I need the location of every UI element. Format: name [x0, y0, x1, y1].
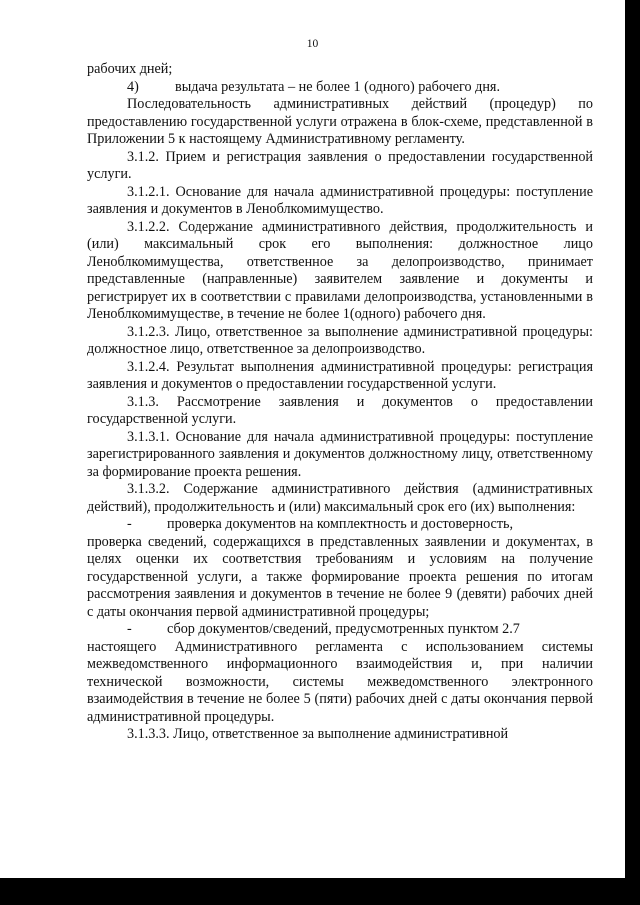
paragraph: Последовательность административных действий (процедур) по предоставлению государственной услуги отражена в блок-схеме, представленной в Приложении 5 к настоящему Административному регламенту.	[87, 96, 593, 147]
item-text: сбор документов/сведений, предусмотренных пунктом 2.7	[167, 621, 520, 637]
item-marker: 4)	[127, 78, 139, 95]
numbered-item	[87, 79, 593, 97]
section-heading: 3.1.3. Рассмотрение заявления и документов о предоставлении государственной услуги.	[87, 393, 593, 427]
paragraph: рабочих дней;	[87, 61, 173, 77]
paragraph: 3.1.3.2. Содержание административного действия (административных действий), продолжительность и (или) максимальный срок его (их) выполнения:	[87, 481, 593, 515]
dash-marker: -	[127, 621, 132, 637]
dash-list-item	[87, 516, 593, 621]
paragraph: 3.1.3.1. Основание для начала административной процедуры: поступление зарегистрированного заявления и документов должностному лицу, ответственному за формирование проекта решения.	[87, 428, 593, 480]
section-heading: 3.1.2. Прием и регистрация заявления о предоставлении государственной услуги.	[87, 148, 593, 182]
paragraph: 3.1.2.1. Основание для начала административной процедуры: поступление заявления и документов в Леноблкомимущество.	[87, 183, 593, 217]
page-number: 10	[306, 38, 319, 50]
dash-marker: -	[127, 516, 132, 532]
dash-list-item	[87, 621, 593, 726]
paragraph: 3.1.3.3. Лицо, ответственное за выполнение административной	[127, 726, 509, 742]
paragraph: 3.1.2.3. Лицо, ответственное за выполнение административной процедуры: должностное лицо, ответственное за делопроизводство.	[87, 323, 593, 357]
paragraph: 3.1.2.2. Содержание административного действия, продолжительность и (или) максимальный срок его выполнения: должностное лицо Леноблкомимущества, ответственное за делопроизводство, принимает представленные (направленные) заявителем заявление и документы и регистрирует их в соответствии с правилами делопроизводства, установленными в Леноблкомимуществе, в течение не более 1(одного) рабочего дня.	[87, 218, 593, 322]
document-body	[87, 61, 593, 744]
paragraph: 3.1.2.4. Результат выполнения административной процедуры: регистрация заявления и документов о предоставлении государственной услуги.	[87, 358, 593, 392]
item-text: выдача результата – не более 1 (одного) рабочего дня.	[175, 78, 500, 95]
item-text: проверка документов на комплектность и достоверность,	[167, 516, 514, 532]
item-text-continued: проверка сведений, содержащихся в представленных заявлении и документах, в целях оценки их соответствия требованиям и условиям на получение государственной услуги, а также формирование проекта решения по итогам рассмотрения заявления и документов в течение не более 9 (девяти) рабочих дней с даты окончания первой административной процедуры;	[87, 533, 593, 620]
item-text-continued: настоящего Административного регламента с использованием системы межведомственного информационного взаимодействия и, при наличии технической возможности, системы межведомственного электронного взаимодействия в течение не более 5 (пяти) рабочих дней с даты окончания первой административной процедуры.	[87, 638, 593, 725]
